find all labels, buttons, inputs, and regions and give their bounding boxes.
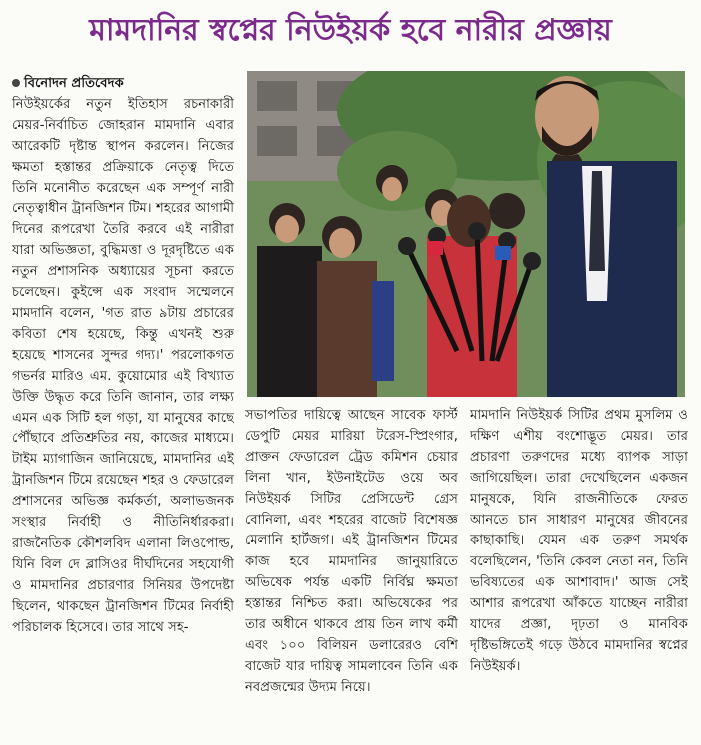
- article-column-2: [245, 406, 458, 736]
- article-column-3: [470, 406, 688, 736]
- headline: মামদানির স্বপ্নের নিউইয়র্ক হবে নারীর প্রজ্ঞায়: [89, 13, 612, 48]
- press-conference-photo: [247, 71, 685, 397]
- bullet-icon: [12, 79, 20, 87]
- article-text-part-2: সভাপতির দায়িত্বে আছেন সাবেক ফার্স্ট ডেপুটি মেয়র মারিয়া টরেস-স্প্রিংগার, প্রাক্তন ফেডারেল ট্রেড কমিশন চেয়ার লিনা খান, ইউনাইটেড ওয়ে অব নিউইয়র্ক সিটির প্রেসিডেন্ট গ্রেস বোনিলা, এবং শহরের বাজেট বিশেষজ্ঞ মেলানি হার্টজগ। এই ট্রানজিশন টিমের কাজ হবে মামদানির জানুয়ারিতে অভিষেক পর্যন্ত একটি নির্বিঘ্ন ক্ষমতা হস্তান্তর নিশ্চিত করা। অভিষেকের পর তার অধীনে থাকবে প্রায় তিন লাখ কর্মী এবং ১০০ বিলিয়ন ডলারেরও বেশি বাজেট যার দায়িত্ব সামলাবেন তিনি এক নবপ্রজন্মের উদ্যম নিয়ে।: [245, 408, 458, 695]
- byline: বিনোদন প্রতিবেদক: [24, 76, 124, 91]
- article-text-part-1: নিউইয়র্কের নতুন ইতিহাস রচনাকারী মেয়র-নির্বাচিত জোহরান মামদানি এবার আরেকটি দৃষ্টান্ত স্থাপন করলেন। নিজের ক্ষমতা হস্তান্তর প্রক্রিয়াকে নেতৃত্ব দিতে তিনি মনোনীত করেছেন এক সম্পূর্ণ নারী নেতৃত্বাধীন ট্রানজিশন টিম। শহরের আগামী দিনের রূপরেখা তৈরি করবে এই নারীরা যারা অভিজ্ঞতা, বুদ্ধিমত্তা ও দূরদৃষ্টিতে এক নতুন প্রশাসনিক অধ্যায়ের সূচনা করতে চলেছেন। কুইন্সে এক সংবাদ সম্মেলনে মামদানি বলেন, 'গত রাত ৯টায় প্রচারের কবিতা শেষ হয়েছে, কিন্তু এখনই শুরু হয়েছে শাসনের সুন্দর গদ্য।' পরলোকগত গভর্নর মারিও এম. কুয়োমোর এই বিখ্যাত উক্তি উদ্ধৃত করে তিনি জানান, তার লক্ষ্য এমন এক সিটি হল গড়া, যা মানুষের কাছে পৌঁছাবে প্রতিশ্রুতির নয়, কাজের মাধ্যমে। টাইম ম্যাগাজিন জানিয়েছে, মামদানির এই ট্রানজিশন টিমে রয়েছেন শহর ও ফেডারেল প্রশাসনের অভিজ্ঞ কর্মকর্তা, অলাভজনক সংস্থার নির্বাহী ও নীতিনির্ধারকরা। রাজনৈতিক কৌশলবিদ এলানা লিওপোল্ড, যিনি বিল দে ব্লাসিওর দীর্ঘদিনের সহযোগী ও মামদানির প্রচারণার সিনিয়র উপদেষ্টা ছিলেন, থাকছেন ট্রানজিশন টিমের নির্বাহী পরিচালক হিসেবে। তার সাথে সহ-: [12, 96, 234, 635]
- article-text-part-3: মামদানি নিউইয়র্ক সিটির প্রথম মুসলিম ও দক্ষিণ এশীয় বংশোদ্ভূত মেয়র। তার প্রচারণা তরুণদের মধ্যে ব্যাপক সাড়া জাগিয়েছিল। তারা দেখেছিলেন একজন মানুষকে, যিনি রাজনীতিকে ফেরত আনতে চান সাধারণ মানুষের জীবনের কাছাকাছি। যেমন এক তরুণ সমর্থক বলেছিলেন, 'তিনি কেবল নেতা নন, তিনি ভবিষ্যতের এক আশাবাদ।' আজ সেই আশার রূপরেখা আঁকতে যাচ্ছেন নারীরা যাদের প্রজ্ঞা, দৃঢ়তা ও মানবিক দৃষ্টিভঙ্গিতেই গড়ে উঠবে মামদানির স্বপ্নের নিউইয়র্ক।: [470, 408, 688, 674]
- article-column-1: [12, 74, 234, 734]
